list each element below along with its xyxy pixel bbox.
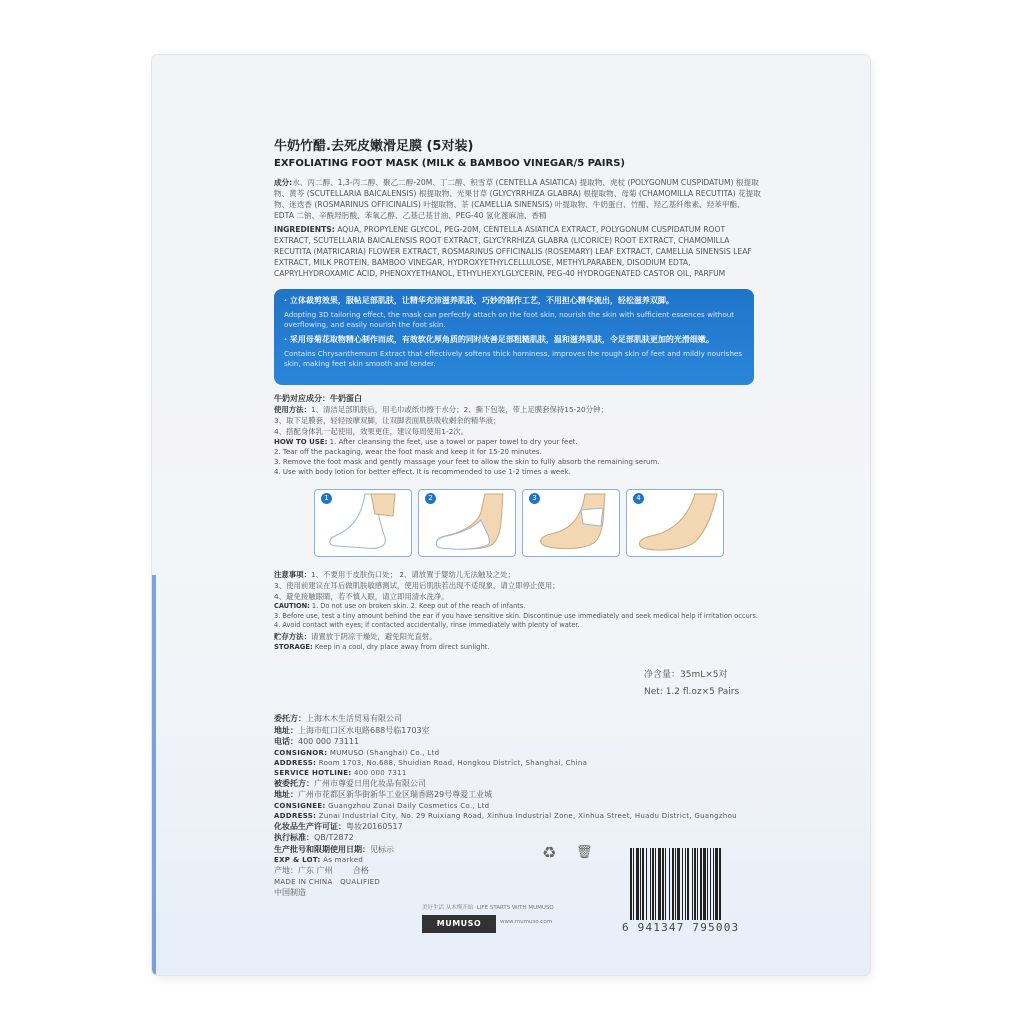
standard: 执行标准：QB/T2872 bbox=[274, 833, 354, 842]
barcode-bar bbox=[665, 848, 666, 920]
address2-cn: 地址：广州市花都区新华街新华工业区瑞香路29号尊爱工业城 bbox=[274, 790, 493, 799]
feature-2-en: Contains Chrysanthemum Extract that effectively softens thick horniness, improves the rough skin of feet and mildly nourishes skin, making feet skin smooth and tender. bbox=[284, 349, 743, 368]
barcode-bar bbox=[630, 848, 632, 920]
barcode-bar bbox=[655, 848, 656, 920]
barcode-bar bbox=[710, 848, 711, 920]
barcode-bar bbox=[703, 848, 706, 920]
recycle-icon: ♻ bbox=[542, 843, 557, 862]
storage-en: STORAGE: Keep in a cool, dry place away from direct sunlight. bbox=[274, 642, 490, 651]
usage-cn: 使用方法：1、清洁足部肌肤后，用毛巾或纸巾擦干水分；2、撕下包装，带上足膜套保持15-20分钟； 3、取下足膜套，轻轻按摩双脚，让双脚表面肌肤吸收剩余的精华液； 4、搭配身体乳一起使用，效果更佳，建议每周使用1-2次。 bbox=[274, 405, 608, 436]
step-3-illustration bbox=[522, 489, 620, 557]
made-in-china: MADE IN CHINA QUALIFIED bbox=[274, 877, 381, 886]
barcode-bar bbox=[662, 848, 664, 920]
feature-1-en: Adopting 3D tailoring effect, the mask can perfectly attach on the foot skin, nourish the skin with sufficient essences without overflowing, and easily nourish the foot skin. bbox=[284, 310, 735, 329]
barcode-bar bbox=[633, 848, 634, 920]
barcode-bar bbox=[640, 848, 641, 920]
barcode-bar bbox=[636, 848, 639, 920]
consignee-en: CONSIGNEE: Guangzhou Zunai Daily Cosmetics Co., Ltd bbox=[274, 801, 490, 810]
step-4-illustration bbox=[626, 489, 724, 557]
address-cn: 地址：上海市虹口区水电路688号临1703室 bbox=[274, 725, 430, 735]
barcode-bar bbox=[713, 848, 714, 920]
brand-block bbox=[422, 903, 592, 933]
feature-box bbox=[274, 289, 754, 385]
barcode-bar bbox=[694, 848, 696, 920]
barcode-bar bbox=[687, 848, 689, 920]
storage-cn: 贮存方法：请置放于阴凉干燥处，避免阳光直射。 bbox=[274, 631, 437, 641]
product-title-en: EXFOLIATING FOOT MASK (MILK & BAMBOO VINEGAR/5 PAIRS) bbox=[274, 158, 625, 169]
caution-cn: 注意事项：1、不要用于皮肤伤口处； 2、请放置于婴幼儿无法触及之处； 3、使用前建议在耳后做肌肤敏感测试，使用后肌肤若出现不适现象，请立即停止使用； 4、避免接触眼睛，若不慎入眼，请立即用清水洗净。 bbox=[274, 570, 560, 601]
barcode-bar bbox=[719, 848, 721, 920]
barcode-bar bbox=[707, 848, 708, 920]
trash-bin-icon: 🗑 bbox=[576, 845, 593, 860]
feature-1-cn: · 立体裁剪效果，服帖足部肌肤，让精华充沛滋养肌肤，巧妙的制作工艺，不用担心精华流出，轻松滋养双脚。 bbox=[284, 296, 674, 305]
address-en: ADDRESS: Room 1703, No.688, Shuidian Road, Hongkou District, Shanghai, China bbox=[274, 758, 588, 767]
barcode-bar bbox=[650, 848, 651, 920]
barcode-bar bbox=[715, 848, 718, 920]
barcode-bar bbox=[642, 848, 644, 920]
feature-2-cn: · 采用母菊花取物精心制作而成，有效软化厚角质的同时改善足部粗糙肌肤，温和滋养肌肤，令足部肌肤更加的光滑细嫩。 bbox=[284, 335, 714, 344]
barcode-bar bbox=[682, 848, 683, 920]
barcode-bar bbox=[692, 848, 693, 920]
step-number: 4 bbox=[633, 493, 644, 504]
brand-slogan: 美好生活 从木槿开始 LIFE STARTS WITH MUMUSO bbox=[422, 905, 554, 911]
barcode-bar bbox=[669, 848, 670, 920]
phone-cn: 电话：400 000 73111 bbox=[274, 737, 360, 746]
barcode-bar bbox=[658, 848, 661, 920]
step-2-illustration bbox=[418, 489, 516, 557]
product-title-cn: 牛奶竹醋.去死皮嫩滑足膜 (5对装) bbox=[274, 139, 474, 154]
service-hotline: SERVICE HOTLINE: 400 000 7311 bbox=[274, 768, 407, 777]
brand-url: www.mumuso.com bbox=[500, 919, 553, 925]
barcode-bar bbox=[675, 848, 676, 920]
barcode-bar bbox=[646, 848, 647, 920]
barcode-bar bbox=[677, 848, 680, 920]
consignor-en: CONSIGNOR: MUMUSO (Shanghai) Co., Ltd bbox=[274, 748, 440, 757]
usage-en: HOW TO USE: 1. After cleansing the feet, use a towel or paper towel to dry your feet. 2. Tear off the packaging, wear the foot mask and keep it for 15-20 minutes. 3. Remove the foot mask and gently massage your feet to allow the skin to fully absorb the remaining serum. 4. Use with body lotion for better effect. It is recommended to use 1-2 times a week. bbox=[274, 438, 660, 476]
batch: 生产批号和限期使用日期：见标示 bbox=[274, 844, 394, 854]
barcode-number: 6 941347 795003 bbox=[622, 921, 740, 934]
origin: 产地：广东 广州 合格 bbox=[274, 866, 369, 875]
consignor-cn: 委托方：上海木木生活贸易有限公司 bbox=[274, 714, 402, 723]
net-content: 净含量：35mL×5对 Net: 1.2 fl.oz×5 Pairs bbox=[644, 670, 740, 697]
product-info bbox=[274, 135, 762, 653]
ingredients-cn: 成分:水、丙二醇、1,3-丙二醇、聚乙二醇-20M、丁二醇、积雪草 (CENTELLA ASIATICA) 提取物、虎杖 (POLYGONUM CUSPIDATUM) 根提取物、黄芩 (SCUTELLARIA BAICALENSIS) 根提取物、光果甘草 (GLYCYRRHIZA GLABRA) 根提取物、母菊 (CHAMOMILLA RECUTITA) 花提取物、迷迭香 (ROSMARINUS OFFICINALIS) 叶提取物、茶 (CAMELLIA SINENSIS) 叶提取物、牛奶蛋白、竹醋、羟乙基纤维素、羟苯甲酯、EDTA 二钠、辛酰羟肟酸、苯氧乙醇、乙基己基甘油、PEG-40 氢化蓖麻油、香精 bbox=[274, 178, 761, 220]
barcode-bar bbox=[652, 848, 654, 920]
address2-en: ADDRESS: Zunai Industrial City, No. 29 Ruixiang Road, Xinhua Industrial Zone, Xinhua Street, Huadu District, Guangzhou bbox=[274, 811, 737, 820]
mumuso-logo: MUMUSO bbox=[422, 915, 496, 933]
milk-ingredient: 牛奶对应成分：牛奶蛋白 bbox=[274, 394, 362, 403]
barcode bbox=[622, 848, 770, 928]
made-in-china-cn: 中国制造 bbox=[274, 887, 306, 897]
usage-steps bbox=[314, 489, 762, 557]
step-number: 2 bbox=[425, 493, 436, 504]
step-1-illustration bbox=[314, 489, 412, 557]
step-number: 1 bbox=[321, 493, 332, 504]
exp-lot: EXP & LOT: As marked bbox=[274, 856, 364, 864]
caution-en: CAUTION: 1. Do not use on broken skin. 2. Keep out of the reach of infants. 3. Before use, test a tiny amount behind the ear if you have sensitive skin. Discontinue use immediately and seek medical help if irritation occurs. 4. Avoid contact with eyes; if contacted accidentally, rinse immediately with plenty of water. bbox=[274, 602, 758, 629]
barcode-bar bbox=[672, 848, 674, 920]
consignee-cn: 被委托方：广州市尊爱日用化妆品有限公司 bbox=[274, 778, 426, 788]
barcode-bar bbox=[700, 848, 702, 920]
step-number: 3 bbox=[529, 493, 540, 504]
barcode-bar bbox=[697, 848, 698, 920]
ingredients-en: INGREDIENTS: AQUA, PROPYLENE GLYCOL, PEG-20M, CENTELLA ASIATICA EXTRACT, POLYGONUM CUSPIDATUM ROOT EXTRACT, SCUTELLARIA BAICALENSIS ROOT EXTRACT, GLYCYRRHIZA GLABRA (LICORICE) ROOT EXTRACT, CHAMOMILLA RECUTITA (MATRICARIA) FLOWER EXTRACT, ROSMARINUS OFFICINALIS (ROSEMARY) LEAF EXTRACT, CAMELLIA SINENSIS LEAF EXTRACT, MILK PROTEIN, BAMBOO VINEGAR, HYDROXYETHYLCELLULOSE, METHYLPARABEN, DISODIUM EDTA, CAPRYLHYDROXAMIC ACID, PHENOXYETHANOL, ETHYLHEXYLGLYCERIN, PEG-40 HYDROGENATED CASTOR OIL, PARFUM bbox=[274, 225, 752, 278]
package-back-panel bbox=[152, 55, 870, 975]
barcode-bar bbox=[685, 848, 686, 920]
package-edge bbox=[152, 575, 156, 975]
license: 化妆品生产许可证：粤妆20160517 bbox=[274, 821, 403, 831]
